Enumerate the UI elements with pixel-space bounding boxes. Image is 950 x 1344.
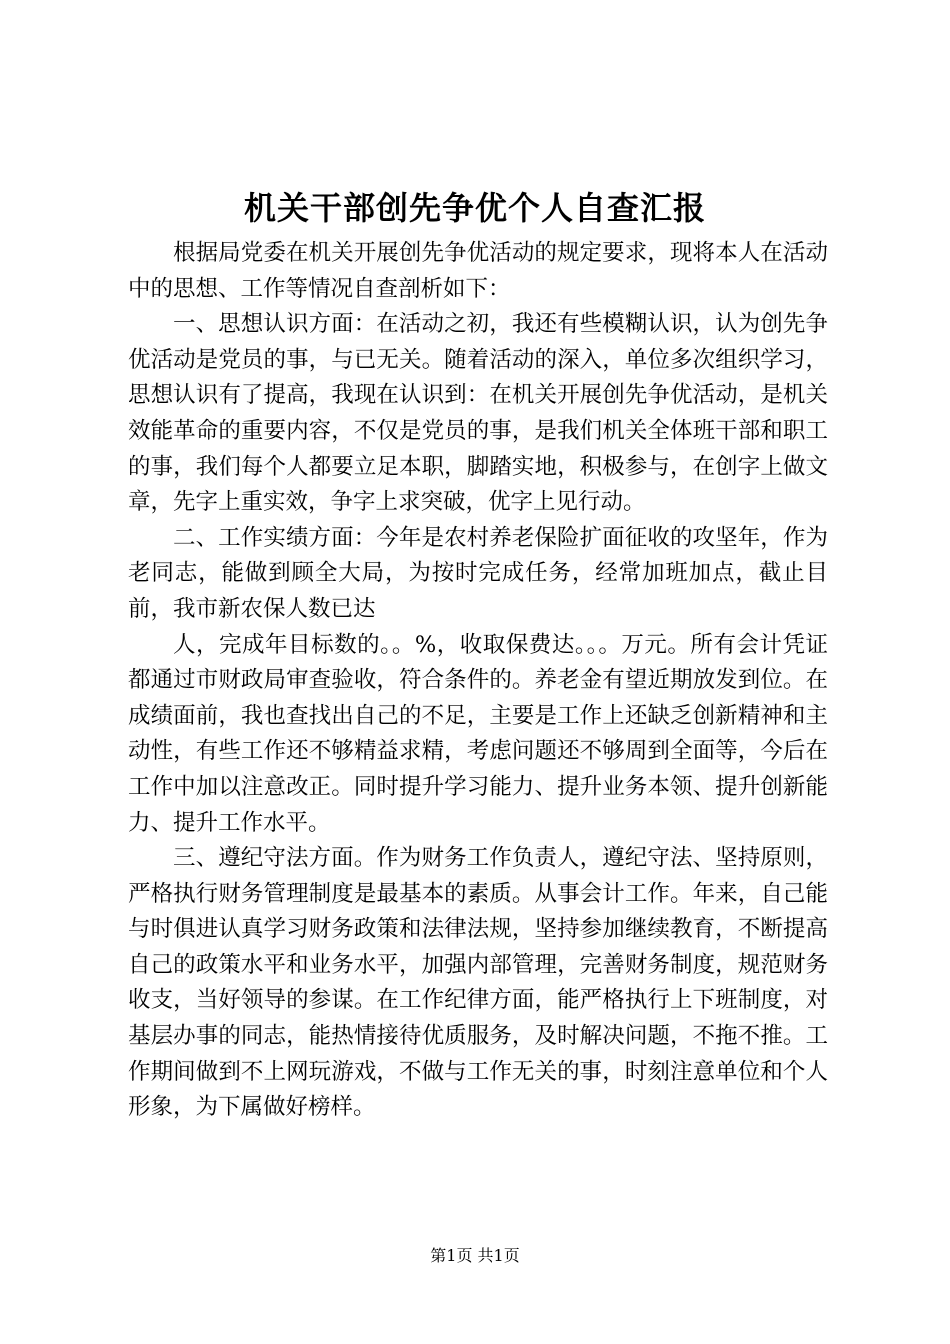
paragraph-discipline: 三、遵纪守法方面。作为财务工作负责人，遵纪守法、坚持原则，严格执行财务管理制度是最基本的素质。从事会计工作。年来，自己能与时俱进认真学习财务政策和法律法规，坚持参加继续教育，不断提高自己的政策水平和业务水平，加强内部管理，完善财务制度，规范财务收支，当好领导的参谋。在工作纪律方面，能严格执行上下班制度，对基层办事的同志，能热情接待优质服务，及时解决问题，不拖不推。工作期间做到不上网玩游戏，不做与工作无关的事，时刻注意单位和个人形象，为下属做好榜样。 xyxy=(128,845,828,1121)
paragraph-work-achievements: 二、工作实绩方面：今年是农村养老保险扩面征收的攻坚年，作为老同志，能做到顾全大局，为按时完成任务，经常加班加点，截止目前，我市新农保人数已达 xyxy=(128,524,828,622)
page-footer: 第1页 共1页 xyxy=(430,1246,520,1265)
document-title: 机关干部创先争优个人自查汇报 xyxy=(243,189,706,227)
document-body xyxy=(128,236,828,1126)
paragraph-thinking: 一、思想认识方面：在活动之初，我还有些模糊认识，认为创先争优活动是党员的事，与已无关。随着活动的深入，单位多次组织学习，思想认识有了提高，我现在认识到：在机关开展创先争优活动，是机关效能革命的重要内容，不仅是党员的事，是我们机关全体班干部和职工的事，我们每个人都要立足本职，脚踏实地，积极参与，在创字上做文章，先字上重实效，争字上求突破，优字上见行动。 xyxy=(128,311,828,516)
paragraph-work-achievements-continued: 人，完成年目标数的。。%，收取保费达。。。万元。所有会计凭证都通过市财政局审查验收，符合条件的。养老金有望近期放发到位。在成绩面前，我也查找出自己的不足，主要是工作上还缺乏创新精神和主动性，有些工作还不够精益求精，考虑问题还不够周到全面等，今后在工作中加以注意改正。同时提升学习能力、提升业务本领、提升创新能力、提升工作水平。 xyxy=(128,631,828,836)
paragraph-intro: 根据局党委在机关开展创先争优活动的规定要求，现将本人在活动中的思想、工作等情况自查剖析如下： xyxy=(128,240,828,302)
